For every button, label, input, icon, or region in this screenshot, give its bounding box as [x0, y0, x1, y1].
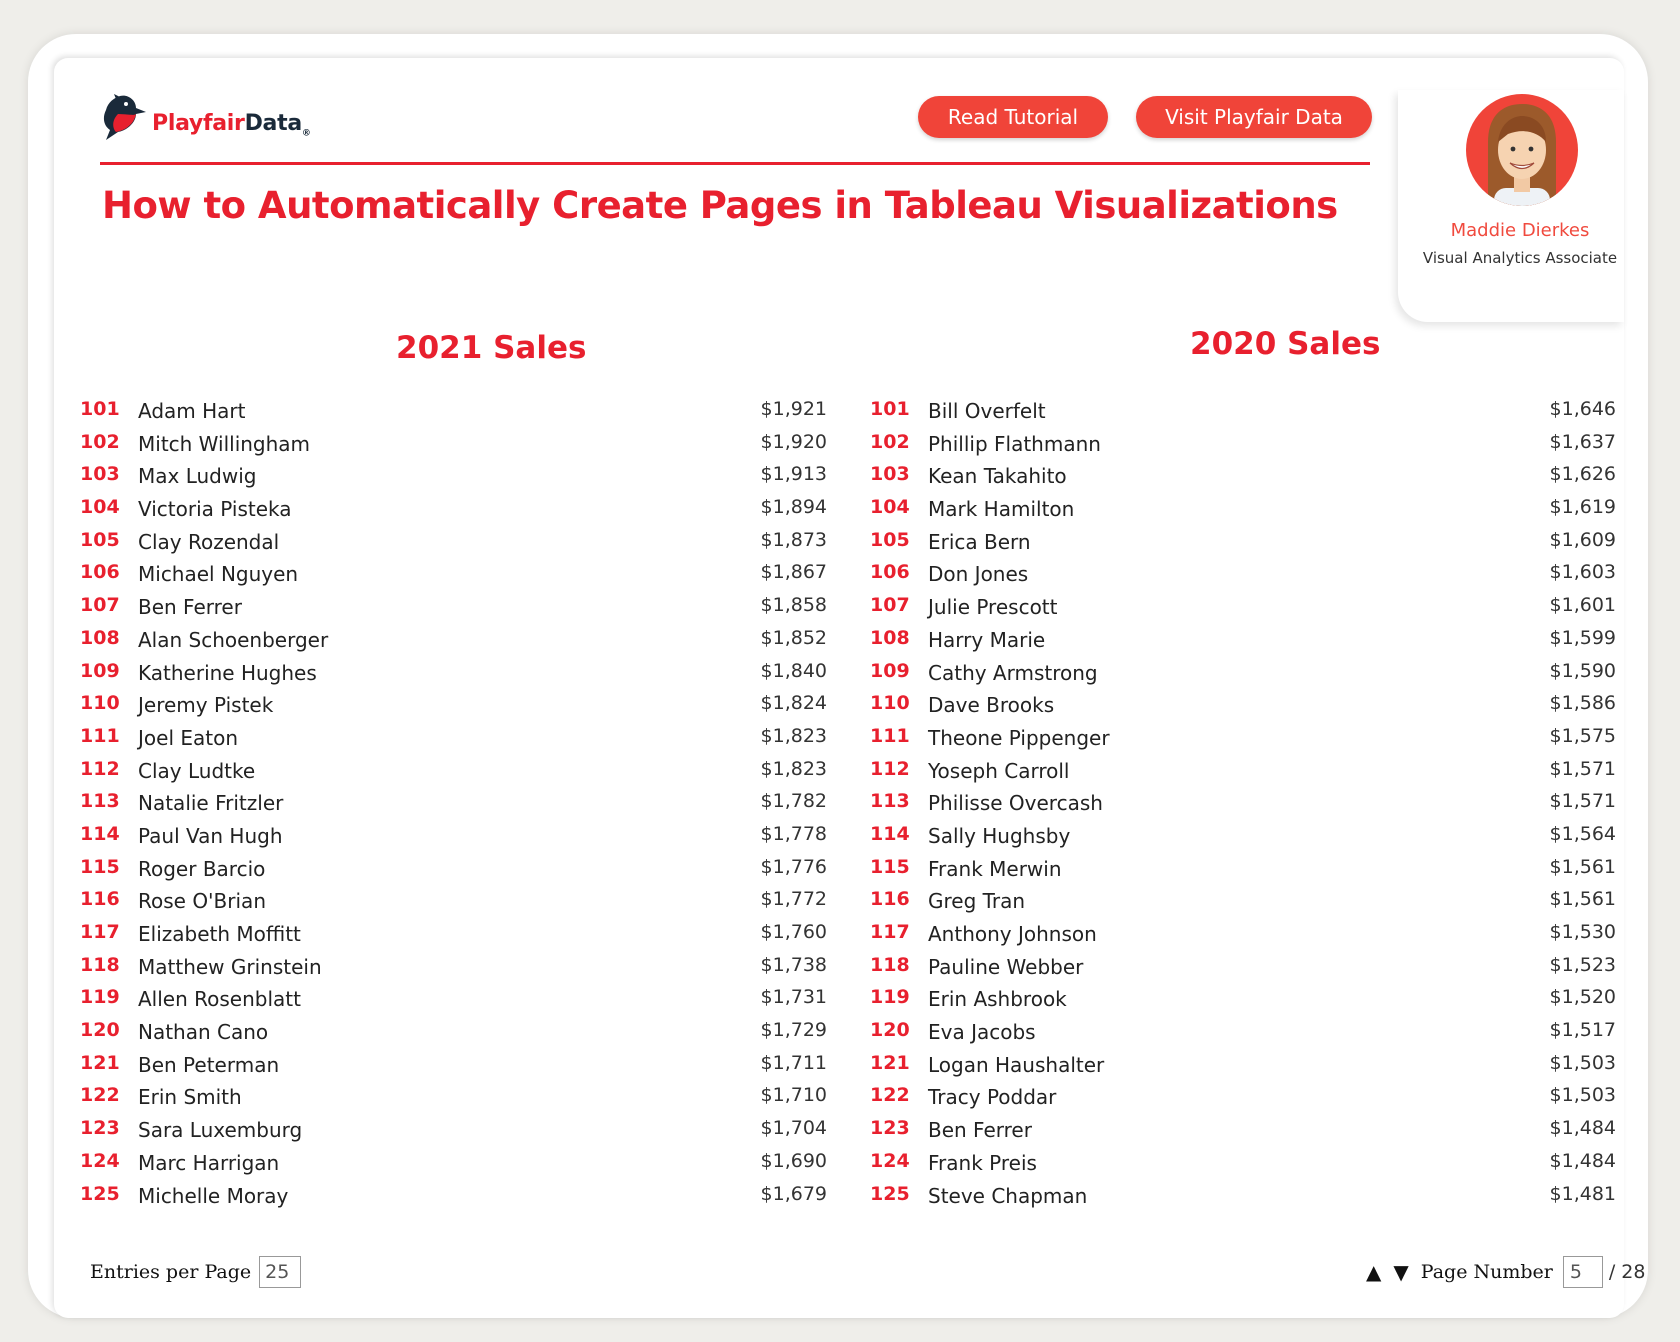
- entries-per-page-input[interactable]: 25: [259, 1256, 301, 1288]
- row-rank: 114: [80, 822, 120, 845]
- row-rank: 123: [80, 1117, 120, 1140]
- table-row: [870, 1048, 1620, 1081]
- table-row: [870, 1080, 1620, 1113]
- row-rank: 111: [80, 724, 120, 747]
- row-sales: $1,738: [760, 953, 827, 976]
- table-row: [80, 852, 830, 885]
- row-name: Tracy Poddar: [928, 1085, 1057, 1110]
- row-name: Julie Prescott: [928, 595, 1058, 620]
- row-name: Erin Smith: [138, 1085, 242, 1110]
- row-name: Harry Marie: [928, 627, 1046, 652]
- row-sales: $1,710: [760, 1084, 827, 1107]
- page-total: / 28: [1608, 1261, 1646, 1283]
- table-row: [80, 394, 830, 427]
- row-rank: 124: [870, 1149, 910, 1172]
- table-row: [80, 917, 830, 950]
- table-row: [870, 492, 1620, 525]
- row-rank: 104: [870, 496, 910, 519]
- row-sales: $1,571: [1549, 757, 1616, 780]
- row-sales: $1,503: [1549, 1051, 1616, 1074]
- author-role: Visual Analytics Associate: [1422, 249, 1618, 267]
- table-row: [870, 721, 1620, 754]
- row-name: Bill Overfelt: [928, 399, 1046, 423]
- row-name: Michelle Moray: [138, 1183, 289, 1208]
- row-name: Greg Tran: [928, 889, 1026, 914]
- table-row: [870, 557, 1620, 590]
- row-name: Ben Ferrer: [928, 1118, 1032, 1143]
- row-name: Dave Brooks: [928, 693, 1055, 718]
- row-sales: $1,481: [1549, 1182, 1616, 1205]
- table-row: [80, 721, 830, 754]
- row-sales: $1,690: [760, 1149, 827, 1172]
- row-sales: $1,729: [760, 1019, 827, 1042]
- sales-2020-table: [870, 394, 1620, 1211]
- row-sales: $1,590: [1549, 659, 1616, 682]
- row-rank: 112: [80, 757, 120, 780]
- logo-wordmark: PlayfairData$_®$: [152, 111, 311, 139]
- row-rank: 106: [80, 561, 120, 584]
- row-sales: $1,823: [760, 724, 827, 747]
- row-name: Logan Haushalter: [928, 1052, 1105, 1077]
- playfair-data-logo[interactable]: [98, 90, 328, 146]
- row-name: Marc Harrigan: [138, 1150, 280, 1175]
- table-row: [80, 1179, 830, 1212]
- row-rank: 102: [80, 430, 120, 453]
- row-sales: $1,517: [1549, 1019, 1616, 1042]
- row-rank: 120: [80, 1019, 120, 1042]
- row-name: Sara Luxemburg: [138, 1118, 303, 1143]
- row-name: Clay Ludtke: [138, 758, 256, 783]
- row-name: Elizabeth Moffitt: [138, 922, 301, 946]
- table-row: [80, 1048, 830, 1081]
- table-row: [80, 623, 830, 656]
- row-name: Pauline Webber: [928, 954, 1084, 979]
- row-sales: $1,840: [760, 659, 827, 682]
- row-sales: $1,586: [1549, 692, 1616, 715]
- row-sales: $1,530: [1549, 921, 1616, 943]
- table-row: [80, 427, 830, 460]
- row-sales: $1,731: [760, 986, 827, 1009]
- row-rank: 123: [870, 1117, 910, 1140]
- row-sales: $1,561: [1549, 855, 1616, 878]
- page-up-arrow-icon[interactable]: ▲: [1366, 1260, 1382, 1284]
- row-rank: 118: [80, 953, 120, 976]
- row-sales: $1,913: [760, 463, 827, 486]
- row-rank: 109: [80, 659, 120, 682]
- row-rank: 104: [80, 496, 120, 519]
- row-rank: 105: [870, 528, 910, 551]
- row-name: Max Ludwig: [138, 464, 257, 489]
- header-divider: [100, 162, 1370, 165]
- row-rank: 121: [870, 1051, 910, 1074]
- table-row: [870, 754, 1620, 787]
- page-number-input[interactable]: 5: [1563, 1256, 1603, 1288]
- table-row: [80, 884, 830, 917]
- row-sales: $1,894: [760, 496, 827, 519]
- table-row: [870, 459, 1620, 492]
- row-rank: 112: [870, 757, 910, 780]
- row-name: Nathan Cano: [138, 1020, 269, 1045]
- table-row: [870, 1113, 1620, 1146]
- row-rank: 110: [870, 692, 910, 715]
- row-name: Cathy Armstrong: [928, 660, 1098, 685]
- row-rank: 103: [80, 463, 120, 486]
- table-row: [870, 394, 1620, 427]
- sales-2020-title: 2020 Sales: [1190, 326, 1381, 362]
- row-rank: 107: [870, 594, 910, 617]
- row-rank: 115: [870, 855, 910, 878]
- table-row: [80, 459, 830, 492]
- row-rank: 116: [870, 888, 910, 911]
- row-rank: 110: [80, 692, 120, 715]
- row-sales: $1,867: [760, 561, 827, 584]
- row-sales: $1,520: [1549, 986, 1616, 1009]
- table-row: [870, 1146, 1620, 1179]
- table-row: [80, 525, 830, 558]
- table-row: [80, 1080, 830, 1113]
- row-rank: 116: [80, 888, 120, 911]
- row-rank: 122: [870, 1084, 910, 1107]
- row-name: Anthony Johnson: [928, 922, 1097, 946]
- row-sales: $1,564: [1549, 822, 1616, 845]
- sales-2021-title: 2021 Sales: [396, 330, 587, 366]
- row-sales: $1,503: [1549, 1084, 1616, 1107]
- row-name: Eva Jacobs: [928, 1020, 1036, 1045]
- table-row: [80, 786, 830, 819]
- row-name: Kean Takahito: [928, 464, 1067, 489]
- row-name: Alan Schoenberger: [138, 627, 329, 652]
- row-sales: $1,626: [1549, 463, 1616, 486]
- table-row: [80, 492, 830, 525]
- table-row: [870, 427, 1620, 460]
- table-row: [870, 688, 1620, 721]
- row-sales: $1,823: [760, 757, 827, 780]
- entries-per-page-label: Entries per Page: [90, 1261, 252, 1283]
- table-row: [870, 819, 1620, 852]
- author-name: Maddie Dierkes: [1450, 220, 1590, 241]
- table-row: [870, 917, 1620, 950]
- page-number-label: Page Number: [1420, 1261, 1553, 1283]
- row-rank: 114: [870, 822, 910, 845]
- row-rank: 113: [80, 790, 120, 813]
- table-row: [870, 786, 1620, 819]
- row-rank: 125: [80, 1182, 120, 1205]
- row-name: Jeremy Pistek: [138, 693, 274, 718]
- entries-per-page-control: [90, 1256, 301, 1288]
- row-name: Roger Barcio: [138, 856, 266, 881]
- row-sales: $1,484: [1549, 1149, 1616, 1172]
- table-row: [870, 590, 1620, 623]
- row-name: Frank Preis: [928, 1150, 1037, 1175]
- row-rank: 111: [870, 724, 910, 747]
- row-sales: $1,679: [760, 1182, 827, 1205]
- row-rank: 125: [870, 1182, 910, 1205]
- table-row: [80, 1146, 830, 1179]
- table-row: [80, 590, 830, 623]
- row-name: Frank Merwin: [928, 856, 1062, 881]
- author-avatar-icon: [1464, 92, 1580, 208]
- row-rank: 121: [80, 1051, 120, 1074]
- row-name: Sally Hughsby: [928, 823, 1071, 848]
- row-sales: $1,619: [1549, 496, 1616, 519]
- table-row: [870, 623, 1620, 656]
- row-name: Mark Hamilton: [928, 497, 1075, 522]
- table-row: [870, 950, 1620, 983]
- row-sales: $1,601: [1549, 594, 1616, 617]
- table-row: [80, 982, 830, 1015]
- row-name: Erin Ashbrook: [928, 987, 1067, 1012]
- row-name: Michael Nguyen: [138, 562, 299, 587]
- row-sales: $1,599: [1549, 626, 1616, 649]
- row-name: Clay Rozendal: [138, 529, 280, 554]
- row-rank: 124: [80, 1149, 120, 1172]
- row-sales: $1,603: [1549, 561, 1616, 584]
- row-name: Paul Van Hugh: [138, 823, 283, 848]
- row-name: Allen Rosenblatt: [138, 987, 301, 1012]
- row-rank: 105: [80, 528, 120, 551]
- row-sales: $1,571: [1549, 790, 1616, 813]
- row-sales: $1,575: [1549, 724, 1616, 747]
- row-name: Phillip Flathmann: [928, 431, 1101, 456]
- row-sales: $1,852: [760, 626, 827, 649]
- row-rank: 117: [870, 921, 910, 943]
- row-rank: 101: [80, 398, 120, 420]
- visit-playfair-data-button[interactable]: Visit Playfair Data: [1136, 96, 1372, 138]
- row-name: Adam Hart: [138, 399, 246, 423]
- table-row: [870, 884, 1620, 917]
- row-sales: $1,637: [1549, 430, 1616, 453]
- pagination-control: [1366, 1256, 1645, 1288]
- row-sales: $1,609: [1549, 528, 1616, 551]
- page-title: How to Automatically Create Pages in Tableau Visualizations: [102, 184, 1338, 227]
- row-name: Ben Ferrer: [138, 595, 242, 620]
- row-name: Mitch Willingham: [138, 431, 311, 456]
- row-name: Yoseph Carroll: [928, 758, 1070, 783]
- row-sales: $1,711: [760, 1051, 827, 1074]
- row-name: Philisse Overcash: [928, 791, 1103, 816]
- row-sales: $1,778: [760, 822, 827, 845]
- row-name: Victoria Pisteka: [138, 497, 292, 522]
- row-name: Ben Peterman: [138, 1052, 280, 1077]
- row-sales: $1,760: [760, 921, 827, 943]
- table-row: [80, 688, 830, 721]
- row-sales: $1,646: [1549, 398, 1616, 420]
- row-sales: $1,920: [760, 430, 827, 453]
- row-rank: 108: [870, 626, 910, 649]
- row-sales: $1,561: [1549, 888, 1616, 911]
- row-name: Erica Bern: [928, 529, 1031, 554]
- row-sales: $1,772: [760, 888, 827, 911]
- row-name: Joel Eaton: [138, 725, 238, 750]
- row-sales: $1,921: [760, 398, 827, 420]
- row-sales: $1,824: [760, 692, 827, 715]
- table-row: [80, 819, 830, 852]
- table-row: [80, 1113, 830, 1146]
- table-row: [80, 950, 830, 983]
- row-rank: 106: [870, 561, 910, 584]
- row-name: Rose O'Brian: [138, 889, 266, 914]
- row-rank: 118: [870, 953, 910, 976]
- row-sales: $1,704: [760, 1117, 827, 1140]
- row-sales: $1,523: [1549, 953, 1616, 976]
- row-rank: 109: [870, 659, 910, 682]
- row-sales: $1,484: [1549, 1117, 1616, 1140]
- kingfisher-bird-icon: [98, 92, 148, 144]
- row-rank: 115: [80, 855, 120, 878]
- row-name: Theone Pippenger: [928, 725, 1110, 750]
- row-name: Don Jones: [928, 562, 1029, 587]
- row-rank: 103: [870, 463, 910, 486]
- row-rank: 101: [870, 398, 910, 420]
- table-row: [80, 1015, 830, 1048]
- row-rank: 120: [870, 1019, 910, 1042]
- row-rank: 102: [870, 430, 910, 453]
- read-tutorial-button[interactable]: Read Tutorial: [918, 96, 1108, 138]
- table-row: [870, 982, 1620, 1015]
- row-name: Matthew Grinstein: [138, 954, 322, 979]
- table-row: [870, 656, 1620, 689]
- row-rank: 117: [80, 921, 120, 943]
- row-rank: 107: [80, 594, 120, 617]
- table-row: [870, 525, 1620, 558]
- sales-2021-table: [80, 394, 830, 1211]
- table-row: [80, 754, 830, 787]
- row-sales: $1,782: [760, 790, 827, 813]
- table-row: [80, 557, 830, 590]
- row-name: Katherine Hughes: [138, 660, 317, 685]
- row-rank: 119: [80, 986, 120, 1009]
- row-rank: 122: [80, 1084, 120, 1107]
- row-sales: $1,873: [760, 528, 827, 551]
- row-name: Natalie Fritzler: [138, 791, 284, 816]
- table-row: [870, 1015, 1620, 1048]
- row-rank: 108: [80, 626, 120, 649]
- row-rank: 113: [870, 790, 910, 813]
- table-row: [870, 852, 1620, 885]
- row-sales: $1,776: [760, 855, 827, 878]
- row-name: Steve Chapman: [928, 1183, 1088, 1208]
- table-row: [80, 656, 830, 689]
- page-down-arrow-icon[interactable]: ▼: [1393, 1260, 1409, 1284]
- row-sales: $1,858: [760, 594, 827, 617]
- row-rank: 119: [870, 986, 910, 1009]
- table-row: [870, 1179, 1620, 1212]
